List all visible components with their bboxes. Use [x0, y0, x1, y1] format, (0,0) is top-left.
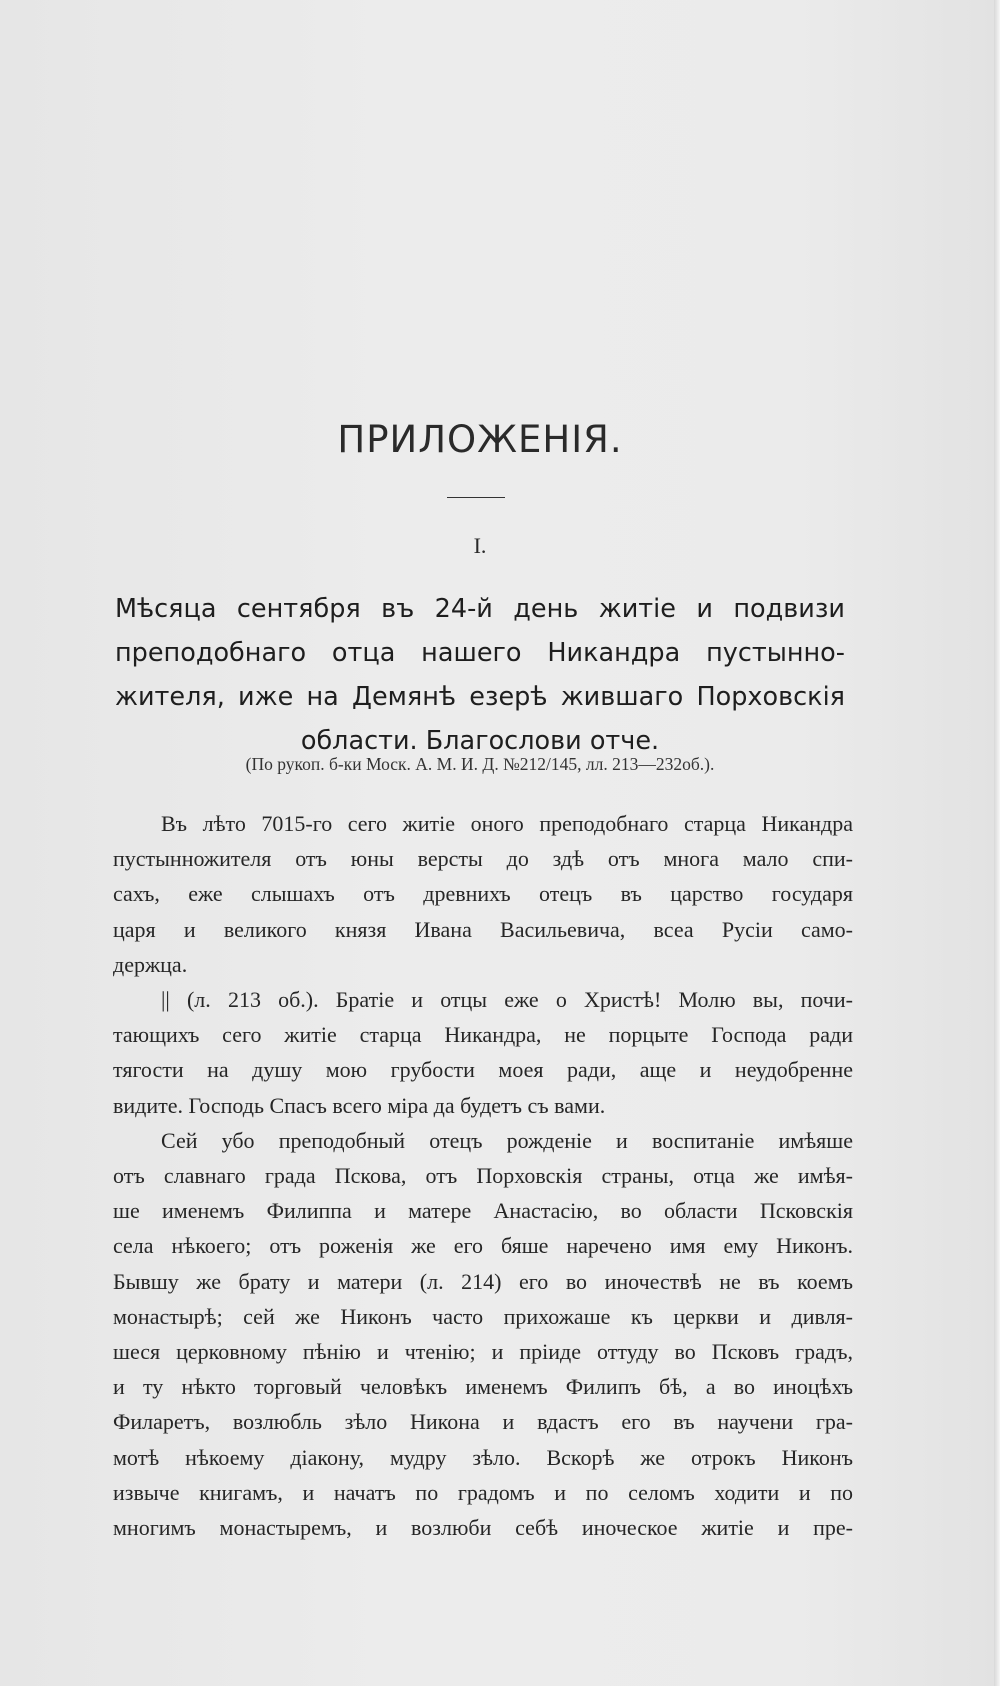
body-line: тающихъ сего житіе старца Никандра, не порцыте Господа ради	[113, 1022, 853, 1048]
body-line: держца.	[113, 951, 188, 977]
title-line: преподобнаго отца нашего Никандра пустынно-	[115, 638, 845, 668]
body-line: Сей убо преподобный отецъ рожденіе и воспитаніе имѣяше	[161, 1127, 853, 1153]
body-line: и ту нѣкто торговый человѣкъ именемъ Филипъ бѣ, а во иноцѣхъ	[113, 1374, 853, 1400]
body-line: монастырѣ; сей же Никонъ часто прихожаше къ церкви и дивля-	[113, 1303, 853, 1329]
title-line: Мѣсяца сентября въ 24-й день житіе и подвизи	[115, 594, 845, 624]
section-number: I.	[473, 533, 487, 558]
body-line: пустынножителя отъ юны версты до здѣ отъ многа мало спи-	[113, 846, 853, 872]
body-line: Бывшу же брату и матери (л. 214) его во иночествѣ не въ коемъ	[113, 1268, 853, 1294]
body-line: отъ славнаго града Пскова, отъ Порховскія страны, отца же имѣя-	[113, 1163, 853, 1189]
body-line: села нѣкоего; отъ роженія же его бяше наречено имя ему Никонъ.	[113, 1233, 853, 1259]
body-line: Филаретъ, возлюбль зѣло Никона и вдастъ его въ научени гра-	[113, 1409, 853, 1435]
body-line: тягости на душу мою грубости моея ради, аще и неудобренне	[113, 1057, 853, 1083]
body-line: шеся церковному пѣнію и чтенію; и пріиде оттуду во Псковъ градъ,	[113, 1339, 853, 1365]
source-note: (По рукоп. б-ки Моск. А. М. И. Д. №212/145, лл. 213—232об.).	[245, 754, 715, 774]
body-line: извыче книгамъ, и начатъ по градомъ и по селомъ ходити и по	[113, 1479, 853, 1505]
body-line: мотѣ нѣкоему діакону, мудру зѣло. Вскорѣ же отрокъ Никонъ	[113, 1444, 853, 1470]
body-line: сахъ, еже слышахъ отъ древнихъ отецъ въ царство государя	[113, 881, 853, 907]
body-line: многимъ монастыремъ, и возлюби себѣ иноческое житіе и пре-	[113, 1515, 853, 1541]
page-edge	[994, 0, 1000, 1686]
document-title	[115, 587, 845, 763]
body-text	[113, 806, 853, 1545]
body-line: ше именемъ Филиппа и матере Анастасію, во области Псковскія	[113, 1198, 853, 1224]
body-line: видите. Господь Спасъ всего міра да будетъ съ вами.	[113, 1092, 606, 1118]
body-line: Въ лѣто 7015-го сего житіе оного преподобнаго старца Никандра	[161, 811, 853, 836]
title-line: области. Благослови отче.	[300, 726, 660, 756]
heading-rule	[447, 497, 505, 498]
title-line: жителя, иже на Демянѣ езерѣ жившаго Порховскія	[115, 682, 845, 712]
body-line: царя и великого князя Ивана Васильевича, всеа Русіи само-	[113, 916, 853, 942]
body-line: || (л. 213 об.). Братіе и отцы еже о Христѣ! Молю вы, почи-	[161, 987, 853, 1013]
section-heading: ПРИЛОЖЕНІЯ.	[337, 418, 623, 461]
